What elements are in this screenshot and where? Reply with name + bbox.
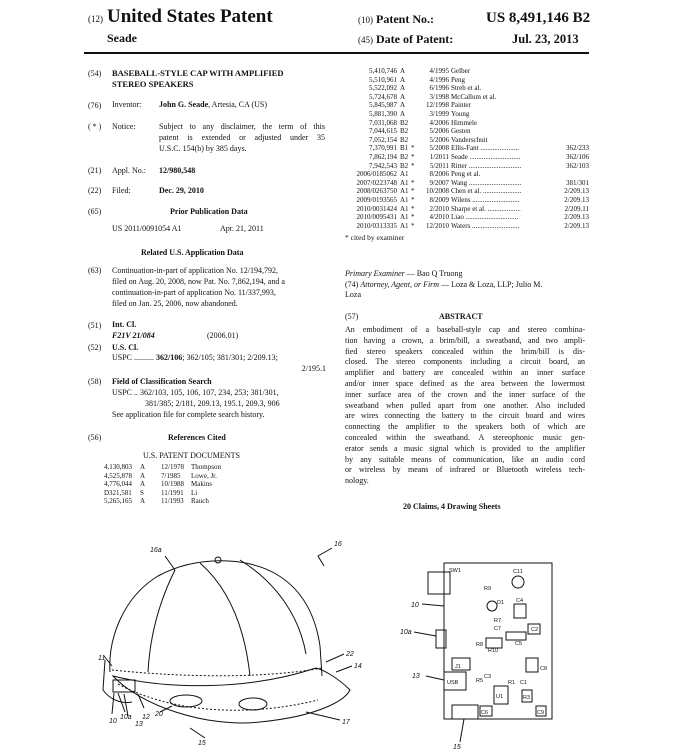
reference-row — [345, 196, 590, 205]
reference-date: 8/2006 — [429, 170, 449, 179]
reference-kind: A — [140, 480, 146, 489]
board-ref-10: 10 — [411, 602, 419, 609]
primary-examiner-label: Primary Examiner — [345, 269, 405, 278]
document-type-title: United States Patent — [107, 6, 273, 27]
reference-name: Painter — [451, 101, 471, 110]
reference-kind: A — [400, 101, 406, 110]
reference-class: 2/209.13 — [564, 195, 589, 204]
cap-label-16a: 16a — [150, 547, 162, 554]
leader-13 — [124, 694, 128, 716]
reference-number: 5,845,987 — [369, 101, 397, 110]
reference-number: 5,410,746 — [369, 67, 397, 75]
abstract-line: connecting the amplifier to the speakers both of which are — [345, 422, 585, 432]
field-of-search-line-1: USPC .. 362/103, 105, 106, 107, 234, 253; 381/301, — [112, 388, 279, 397]
date-of-patent-label: Date of Patent: — [376, 32, 454, 46]
reference-number: 5,265,165 — [104, 497, 132, 506]
reference-number: D321,581 — [104, 488, 132, 497]
abstract-line: sweatband when pulled apart from one another. Also included — [345, 400, 585, 410]
reference-class: 362/233 — [566, 144, 589, 153]
leader-17 — [306, 712, 340, 720]
reference-name: Peng et al. — [451, 170, 481, 179]
reference-row — [104, 497, 274, 506]
reference-number: 2010/0095431 — [356, 213, 397, 222]
reference-cited-star: * — [411, 152, 415, 161]
reference-row — [345, 119, 590, 128]
cap-seam-back — [240, 560, 306, 654]
reference-date: 4/2010 — [429, 213, 449, 222]
cap-seam-side — [148, 570, 175, 672]
uspc-line — [112, 353, 278, 363]
reference-row — [345, 162, 590, 171]
reference-kind: A — [400, 92, 406, 101]
filed-label: Filed: — [112, 186, 131, 195]
header-divider — [84, 52, 589, 54]
c11-cap — [512, 576, 524, 588]
title-line-2: STEREO SPEAKERS — [112, 79, 194, 89]
reference-row — [345, 93, 590, 102]
reference-kind: A1 — [400, 213, 409, 222]
c4-box — [514, 604, 526, 618]
patent-number-label: Patent No.: — [376, 12, 434, 26]
board-label-sw1: SW1 — [449, 568, 461, 574]
reference-date: 3/1998 — [429, 92, 449, 101]
cap-crown-outline — [110, 561, 322, 676]
uspc-line-2: 2/195.1 — [301, 364, 326, 373]
board-label-c6: C6 — [481, 710, 489, 716]
reference-date: 11/1991 — [161, 488, 184, 497]
inid-code-10: (10) — [358, 15, 373, 25]
reference-number: 2010/0031424 — [356, 204, 397, 213]
reference-row — [345, 110, 590, 119]
reference-date: 11/1993 — [161, 497, 184, 506]
int-cl-year: (2006.01) — [207, 331, 239, 340]
inventor-line — [159, 100, 267, 110]
leader-board-10 — [422, 604, 444, 606]
reference-class: 2/209.11 — [564, 204, 589, 213]
reference-number: 7,052,154 — [369, 135, 397, 144]
board-label-c7: C7 — [494, 626, 502, 632]
notice-label: Notice: — [112, 122, 136, 131]
continuation-line-4: filed on Jan. 25, 2006, now abandoned. — [112, 299, 238, 308]
us-patent-documents-heading: U.S. PATENT DOCUMENTS — [143, 451, 240, 460]
reference-date: 3/1999 — [429, 109, 449, 118]
reference-row — [345, 127, 590, 136]
notice-line-3: U.S.C. 154(b) by 385 days. — [159, 144, 247, 153]
reference-row — [345, 170, 590, 179]
board-label-c5: C5 — [515, 641, 523, 647]
reference-cited-star: * — [411, 161, 415, 170]
reference-name: Streb et al. — [451, 84, 482, 93]
reference-kind: A — [140, 463, 146, 471]
reference-row — [345, 84, 590, 93]
inid-code-45: (45) — [358, 35, 373, 45]
uspc-other-classes: ; 362/105; 381/301; 2/209.13; — [182, 353, 278, 362]
reference-name: Wang .............................. — [451, 178, 522, 187]
inventor-surname-header: Seade — [107, 31, 137, 45]
board-label-d1: D1 — [497, 600, 505, 606]
abstract-line: tion having a crown, a brim/bill, a sweatband, and two ampli- — [345, 335, 585, 345]
continuation-line-1: Continuation-in-part of application No. 12/194,792, — [112, 266, 278, 275]
reference-kind: B2 — [400, 161, 409, 170]
leader-board-10a — [414, 632, 436, 636]
inventor-label: Inventor: — [112, 100, 142, 109]
reference-number: 2006/0185062 — [356, 170, 397, 179]
left-references-list — [104, 463, 274, 506]
cap-label-10a: 10a — [120, 714, 132, 721]
reference-date: 7/1985 — [161, 471, 181, 480]
attorney-name: — Loza & Loza, LLP; Julio M. — [439, 280, 543, 289]
reference-date: 2/2010 — [429, 204, 449, 213]
reference-name: Waters ........................... — [451, 221, 520, 230]
board-label-r7: R7 — [494, 618, 502, 624]
cap-stitch-line — [112, 668, 322, 676]
abstract-heading: ABSTRACT — [439, 312, 483, 321]
reference-kind: B2 — [400, 118, 409, 127]
reference-name: Gesten — [451, 127, 471, 136]
attorney-name-line-2: Loza — [345, 290, 361, 299]
reference-kind: S — [140, 488, 144, 497]
reference-date: 9/2007 — [429, 178, 449, 187]
reference-name: Gelber — [451, 67, 471, 75]
field-of-search-line-3: See application file for complete search history. — [112, 410, 265, 419]
inid-code-63: (63) — [88, 266, 102, 275]
board-label-r3: R3 — [523, 695, 531, 701]
inid-code-51: (51) — [88, 321, 102, 330]
attorney-label: Attorney, Agent, or Firm — [360, 280, 440, 289]
title-line-1: BASEBALL-STYLE CAP WITH AMPLIFIED — [112, 68, 284, 78]
reference-number: 4,776,044 — [104, 480, 132, 489]
inid-code-57: (57) — [345, 312, 359, 321]
switch-sw1 — [428, 572, 450, 594]
leader-10 — [112, 693, 114, 714]
reference-row — [345, 222, 590, 231]
board-ref-15: 15 — [453, 744, 461, 751]
references-cited-heading: References Cited — [168, 433, 226, 442]
prior-publication-number: US 2011/0091054 A1 — [112, 224, 182, 233]
int-cl-label: Int. Cl. — [112, 320, 137, 329]
reference-name: Peng — [451, 75, 465, 84]
uspc-label: USPC .......... — [112, 353, 155, 362]
primary-examiner-line — [345, 269, 463, 279]
reference-row — [345, 205, 590, 214]
reference-name: Vanderschuit — [451, 135, 488, 144]
inid-code-76: (76) — [88, 101, 102, 110]
appl-no-label: Appl. No.: — [112, 166, 146, 175]
abstract-line: are wires connecting the battery to the circuit board and wires — [345, 411, 585, 421]
board-label-c11: C11 — [513, 569, 523, 575]
reference-kind: A1 — [400, 187, 409, 196]
board-label-r9: R9 — [484, 586, 492, 592]
reference-date: 1/2011 — [429, 152, 449, 161]
inid-code-56: (56) — [88, 433, 102, 442]
reference-date: 10/1988 — [161, 480, 184, 489]
date-of-patent: Jul. 23, 2013 — [512, 32, 579, 46]
reference-date: 12/1978 — [161, 463, 184, 471]
reference-number: 5,881,390 — [369, 109, 397, 118]
reference-kind: B2 — [400, 135, 409, 144]
reference-name: Chen et al. ...................... — [451, 187, 522, 196]
reference-date: 5/2011 — [429, 161, 449, 170]
leader-15 — [190, 728, 205, 738]
cap-label-16: 16 — [334, 541, 342, 548]
reference-kind: A — [140, 471, 146, 480]
reference-class: 362/103 — [566, 161, 589, 170]
speaker-right — [239, 698, 267, 710]
field-of-search-label: Field of Classification Search — [112, 377, 212, 386]
reference-cited-star: * — [411, 178, 415, 187]
cited-by-examiner: * cited by examiner — [345, 233, 405, 242]
reference-name: Li — [191, 488, 198, 497]
cap-label-11: 11 — [98, 655, 106, 662]
reference-name: Ritter .............................. — [451, 161, 522, 170]
reference-number: 2008/0263750 — [356, 187, 397, 196]
reference-row — [104, 480, 274, 489]
reference-class: 381/301 — [566, 178, 589, 187]
reference-class: 2/209.13 — [564, 213, 589, 222]
reference-date: 12/1998 — [426, 101, 449, 110]
cap-label-17: 17 — [342, 719, 350, 726]
inventor-location: , Artesia, CA (US) — [208, 100, 268, 109]
prior-publication-date: Apr. 21, 2011 — [220, 224, 264, 233]
prior-publication-heading: Prior Publication Data — [170, 207, 248, 216]
reference-cited-star: * — [411, 195, 415, 204]
abstract-line: closed. The stereo components including a circuit board, an — [345, 357, 585, 367]
reference-cited-star: * — [411, 187, 415, 196]
speaker-left — [170, 695, 202, 707]
cap-label-14: 14 — [354, 663, 362, 670]
inventor-name: John G. Seade — [159, 100, 209, 109]
reference-number: 7,044,615 — [369, 127, 397, 136]
cap-label-12: 12 — [142, 714, 150, 721]
continuation-line-3: continuation-in-part of application No. 11/337,993, — [112, 288, 276, 297]
board-ref-10a: 10a — [400, 629, 412, 636]
reference-class: 362/106 — [566, 152, 589, 161]
reference-date: 12/2010 — [426, 221, 449, 230]
reference-name: Thompson — [191, 463, 221, 471]
reference-row — [345, 213, 590, 222]
inid-code-65: (65) — [88, 207, 102, 216]
leader-12 — [138, 694, 144, 708]
abstract-line: by any suitable means of communication, like an audio cord — [345, 454, 585, 464]
leader-board-13 — [426, 676, 444, 680]
reference-kind: B2 — [400, 152, 409, 161]
board-label-j1: J1 — [455, 664, 461, 670]
related-application-heading: Related U.S. Application Data — [141, 248, 244, 257]
uspc-main-class: 362/106 — [156, 353, 183, 362]
abstract-line: nology. — [345, 476, 369, 486]
inid-code-54: (54) — [88, 69, 102, 78]
leader-board-15 — [460, 719, 464, 742]
board-label-c9: C9 — [537, 710, 545, 716]
reference-row — [345, 136, 590, 145]
reference-number: 2007/0223748 — [356, 178, 397, 187]
reference-name: McCallum et al. — [451, 92, 497, 101]
inid-code-22: (22) — [88, 186, 102, 195]
reference-row — [345, 76, 590, 85]
leader-16 — [318, 548, 332, 566]
attorney-line — [345, 280, 542, 290]
reference-name: Himmele — [451, 118, 478, 127]
board-label-r10: R10 — [488, 648, 499, 654]
patent-drawing — [0, 528, 679, 752]
reference-cited-star: * — [411, 213, 415, 222]
reference-row — [104, 472, 274, 481]
notice-line-1: Subject to any disclaimer, the term of this — [159, 122, 325, 131]
reference-number: 4,130,803 — [104, 463, 132, 471]
reference-class: 2/209.13 — [564, 187, 589, 196]
reference-number: 5,724,678 — [369, 92, 397, 101]
inid-code-21: (21) — [88, 166, 102, 175]
board-label-c2: C2 — [531, 627, 539, 633]
inid-code-12: (12) — [88, 14, 103, 24]
reference-date: 5/2008 — [429, 144, 449, 153]
leader-16a — [165, 556, 175, 570]
bottom-connector — [452, 705, 478, 719]
right-references-list — [345, 67, 590, 230]
reference-row — [345, 67, 590, 76]
inid-code-74: (74) — [345, 280, 359, 289]
abstract-line: inner surface area of the crown and the inner surface of the — [345, 389, 585, 399]
reference-row — [104, 489, 274, 498]
reference-kind: A1 — [400, 170, 409, 179]
us-cl-label: U.S. Cl. — [112, 343, 139, 352]
reference-row — [104, 463, 274, 472]
reference-cited-star: * — [411, 204, 415, 213]
reference-number: 2009/0193565 — [356, 195, 397, 204]
board-label-u1: U1 — [496, 694, 504, 700]
reference-name: Makins — [191, 480, 212, 489]
board-label-c1: C1 — [520, 680, 528, 686]
reference-row — [345, 179, 590, 188]
reference-name: Sharpe et al. ................... — [451, 204, 521, 213]
reference-number: 7,862,194 — [369, 152, 397, 161]
reference-kind: A — [400, 75, 406, 84]
board-label-r1: R1 — [508, 680, 516, 686]
notice-line-2: patent is extended or adjusted under 35 — [159, 133, 325, 142]
reference-number: 7,942,543 — [369, 161, 397, 170]
component-block — [506, 632, 526, 640]
cap-label-13: 13 — [135, 721, 143, 728]
board-label-r8: R8 — [476, 642, 484, 648]
r8-r10 — [486, 638, 502, 648]
field-of-search-line-2: 381/385; 2/181, 209.13, 195.1, 209.3, 906 — [145, 399, 280, 408]
reference-date: 10/2008 — [426, 187, 449, 196]
reference-number: 4,525,878 — [104, 471, 132, 480]
claims-and-sheets: 20 Claims, 4 Drawing Sheets — [403, 502, 501, 511]
reference-date: 4/1995 — [429, 67, 449, 75]
leader-22 — [326, 654, 344, 662]
cap-brim-inner — [118, 684, 318, 710]
patent-number: US 8,491,146 B2 — [486, 10, 591, 26]
cap-sweatband — [103, 660, 132, 703]
reference-number: 2010/0313335 — [356, 221, 397, 230]
reference-row — [345, 187, 590, 196]
reference-class: 2/209.13 — [564, 221, 589, 230]
filed-date: Dec. 29, 2010 — [159, 186, 204, 195]
reference-name: Ellis-Fant ...................... — [451, 144, 519, 153]
reference-kind: A — [400, 84, 406, 93]
reference-kind: B2 — [400, 127, 409, 136]
cap-label-15: 15 — [198, 740, 206, 747]
reference-date: 4/1996 — [429, 75, 449, 84]
abstract-line: and/or inner space defined as the area between the lowermost — [345, 378, 585, 388]
reference-name: Wilens ........................... — [451, 195, 520, 204]
inid-code-52: (52) — [88, 343, 102, 352]
abstract-line: concealed within the sweatband. A stereophonic music gen- — [345, 432, 585, 442]
d1-led — [487, 601, 497, 611]
abstract-line: erator sends a music signal which is provided to the amplifier — [345, 443, 585, 453]
reference-date: 5/2006 — [429, 127, 449, 136]
reference-date: 6/1996 — [429, 84, 449, 93]
primary-examiner-name: — Bao Q Truong — [404, 269, 463, 278]
reference-number: 7,370,991 — [369, 144, 397, 153]
reference-kind: B1 — [400, 144, 409, 153]
inid-code-58: (58) — [88, 377, 102, 386]
reference-kind: A1 — [400, 178, 409, 187]
reference-number: 5,522,092 — [369, 84, 397, 93]
patent-number-row — [358, 12, 434, 27]
leader-14 — [336, 666, 352, 672]
board-label-c4: C4 — [516, 598, 524, 604]
board-ref-13: 13 — [412, 673, 420, 680]
reference-row — [345, 153, 590, 162]
reference-date: 4/2006 — [429, 118, 449, 127]
reference-row — [345, 144, 590, 153]
reference-name: Rauch — [191, 497, 209, 506]
inid-code-notice: ( * ) — [88, 122, 102, 131]
reference-cited-star: * — [411, 221, 415, 230]
reference-kind: A — [140, 497, 146, 506]
reference-kind: A1 — [400, 221, 409, 230]
reference-number: 7,031,068 — [369, 118, 397, 127]
reference-name: Seade ............................. — [451, 152, 521, 161]
reference-date: 8/2009 — [429, 195, 449, 204]
reference-name: Young — [451, 109, 470, 118]
continuation-line-2: filed on Aug. 20, 2008, now Pat. No. 7,862,194, and a — [112, 277, 285, 286]
date-row — [358, 32, 453, 47]
cap-label-22: 22 — [346, 651, 354, 658]
reference-kind: A — [400, 109, 406, 118]
reference-name: Liao .............................. — [451, 213, 519, 222]
cap-figure — [103, 548, 352, 738]
board-label-r5: R5 — [476, 678, 484, 684]
cap-seam-front — [200, 563, 250, 676]
abstract-line: amplifier and battery are concealed within an inner surface — [345, 368, 585, 378]
cap-button — [215, 557, 221, 563]
int-cl-code: F21V 21/084 — [112, 331, 155, 340]
board-label-usb: USB — [447, 680, 459, 686]
cap-label-10: 10 — [109, 718, 117, 725]
reference-kind: A1 — [400, 204, 409, 213]
abstract-line: fied stereo speakers concealed within the brim/bill is dis- — [345, 346, 585, 356]
reference-cited-star: * — [411, 144, 415, 153]
reference-kind: A1 — [400, 195, 409, 204]
reference-date: 5/2006 — [429, 135, 449, 144]
cap-label-20: 20 — [155, 711, 163, 718]
appl-no: 12/980,548 — [159, 166, 196, 175]
board-label-c8: C8 — [540, 666, 548, 672]
abstract-line: An embodiment of a baseball-style cap and stereo combina- — [345, 325, 585, 334]
board-label-c3: C3 — [484, 674, 492, 680]
abstract-text — [345, 325, 585, 487]
reference-row — [345, 101, 590, 110]
reference-kind: A — [400, 67, 406, 75]
reference-number: 5,510,961 — [369, 75, 397, 84]
reference-name: Lowe, Jr. — [191, 471, 217, 480]
abstract-line: or wireless by means of infrared or Bluetooth wireless tech- — [345, 465, 585, 475]
c8-box — [526, 658, 538, 672]
